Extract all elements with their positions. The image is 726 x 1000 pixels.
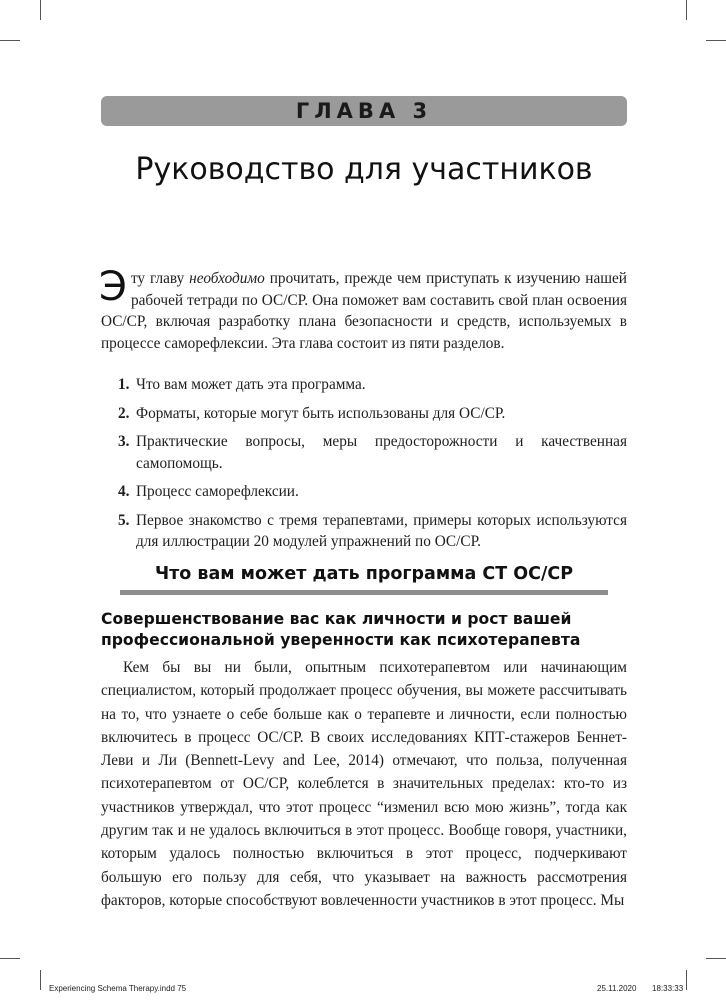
list-item xyxy=(118,374,627,396)
crop-mark xyxy=(686,0,687,20)
list-item xyxy=(118,403,627,425)
chapter-sections-list xyxy=(118,374,627,560)
intro-emphasis: необходимо xyxy=(189,270,265,287)
section-heading: Что вам может дать программа СТ ОС/СР xyxy=(154,564,574,584)
section-divider xyxy=(120,590,608,595)
list-number: 3. xyxy=(118,433,130,450)
crop-mark xyxy=(706,958,726,959)
drop-cap: Э xyxy=(99,264,127,310)
list-text: Что вам может дать эта программа. xyxy=(136,376,366,393)
list-number: 2. xyxy=(118,404,130,422)
list-text: Процесс саморефлексии. xyxy=(136,483,299,500)
list-text: Практические вопросы, меры предосторожности и качественная самопомощь. xyxy=(136,433,627,472)
chapter-title: Руководство для участников xyxy=(135,152,593,187)
intro-text-start: ту главу xyxy=(130,270,190,287)
list-number: 5. xyxy=(118,511,130,529)
body-paragraph: Кем бы вы ни были, опытным психотерапевтом или начинающим специалистом, который продолжает процесс обучения, вы можете рассчитывать на то, что узнаете о себе больше как о терапевте и личности, если полностью включитесь в процесс ОС/СР. В своих исследованиях КПТ-стажеров Беннет-Леви и Ли (Bennett-Levy and Lee, 2014) отмечают, что польза, полученная психотерапевтом от ОС/СР, колеблется в значительных пределах: кто-то из участников утверждал, что этот процесс “изменил всю мою жизнь”, тогда как другим так и не удалось включиться в этот процесс. Вообще говоря, участники, которым удалось полностью включиться в этот процесс, подчеркивают большую его пользу для себя, что указывает на важность рассмотрения факторов, которые способствуют вовлеченности участников в этот процесс. Мы xyxy=(101,659,627,909)
footer-filename: Experiencing Schema Therapy.indd 75 xyxy=(49,984,187,993)
list-item xyxy=(118,510,627,553)
footer-time: 18:33:33 xyxy=(652,984,684,993)
intro-text-rest: прочитать, прежде чем приступать к изучению нашей рабочей тетради по ОС/СР. Она поможет вам составить свой план освоения ОС/СР, включая разработку плана безопасности и средств, используемых в процессе саморефлексии. Эта глава состоит из пяти разделов. xyxy=(101,270,627,352)
print-footer xyxy=(0,984,726,998)
footer-date: 25.11.2020 xyxy=(597,984,637,993)
crop-mark xyxy=(706,40,726,41)
crop-mark xyxy=(0,958,20,959)
list-text: Форматы, которые могут быть использованы для ОС/СР. xyxy=(136,404,506,422)
list-number: 1. xyxy=(118,376,130,393)
crop-mark xyxy=(0,40,20,41)
intro-paragraph xyxy=(99,264,627,354)
chapter-label: ГЛАВА 3 xyxy=(295,99,433,123)
list-item xyxy=(118,431,627,474)
list-text: Первое знакомство с тремя терапевтами, примеры которых используются для иллюстрации 20 модулей упражнений по ОС/СР. xyxy=(136,511,627,550)
sub-heading: Совершенствование вас как личности и рост вашей профессиональной уверенности как психотерапевта xyxy=(101,610,581,649)
chapter-banner xyxy=(101,96,627,126)
list-item xyxy=(118,481,627,503)
list-number: 4. xyxy=(118,483,130,500)
crop-mark xyxy=(40,0,41,20)
